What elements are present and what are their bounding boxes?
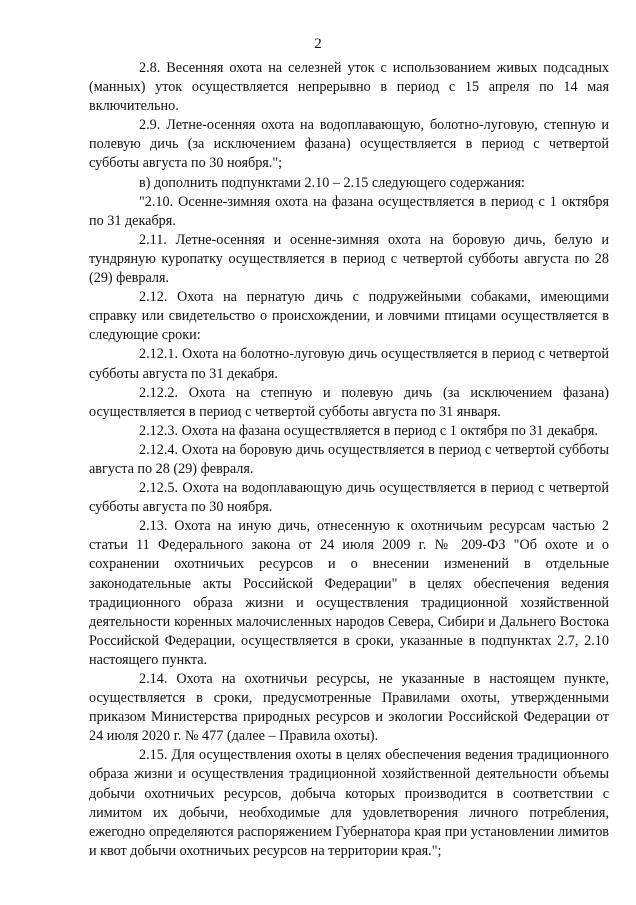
paragraph-2-12-5: 2.12.5. Охота на водоплавающую дичь осуществляется в период с четвертой субботы августа по 30 ноября. [89,480,609,516]
paragraph-2-9: 2.9. Летне-осенняя охота на водоплавающую, болотно-луговую, степную и полевую дичь (за исключением фазана) осуществляется в период с четвертой субботы августа по 30 ноября."; [89,117,609,172]
paragraph-2-10: "2.10. Осенне-зимняя охота на фазана осуществляется в период с 1 октября по 31 декабря. [89,193,609,229]
document-body [89,59,609,861]
paragraph-2-11: 2.11. Летне-осенняя и осенне-зимняя охота на боровую дичь, белую и тундряную куропатку осуществляется в период с четвертой субботы августа по 28 (29) февраля. [89,231,609,287]
paragraph-2-12-2: 2.12.2. Охота на степную и полевую дичь (за исключением фазана) осуществляется в период с четвертой субботы августа по 31 января. [89,384,609,420]
page-number: 2 [314,36,322,52]
paragraph-2-12: 2.12. Охота на пернатую дичь с подружейными собаками, имеющими справку или свидетельство о происхождении, и ловчими птицами осуществляется в следующие сроки: [89,289,609,344]
paragraph-2-12-4: 2.12.4. Охота на боровую дичь осуществляется в период с четвертой субботы августа по 28 (29) февраля. [89,441,609,477]
paragraph-2-12-3: 2.12.3. Охота на фазана осуществляется в период с 1 октября по 31 декабря. [139,422,598,439]
paragraph-2-12-1: 2.12.1. Охота на болотно-луговую дичь осуществляется в период с четвертой субботы августа по 31 декабря. [89,346,609,382]
paragraph-2-13: 2.13. Охота на иную дичь, отнесенную к охотничьим ресурсам частью 2 статьи 11 Федерального закона от 24 июля 2009 г. № 209-ФЗ "Об охоте и о сохранении охотничьих ресурсов и о внесении изменений в отдельные законодательные акты Российской Федерации" в целях обеспечения ведения традиционного образа жизни и осуществления традиционной хозяйственной деятельности коренных малочисленных народов Севера, Сибири и Дальнего Востока Российской Федерации, осуществляется в сроки, указанные в подпунктах 2.7, 2.10 настоящего пункта. [89,518,609,668]
paragraph-2-14: 2.14. Охота на охотничьи ресурсы, не указанные в настоящем пункте, осуществляется в сроки, предусмотренные Правилами охоты, утвержденными приказом Министерства природных ресурсов и экологии Российской Федерации от 24 июля 2020 г. № 477 (далее – Правила охоты). [89,671,609,745]
paragraph-2-8: 2.8. Весенняя охота на селезней уток с использованием живых подсадных (манных) уток осуществляется непрерывно в период с 15 апреля по 14 мая включительно. [89,60,609,115]
paragraph-amendment-v: в) дополнить подпунктами 2.10 – 2.15 следующего содержания: [139,174,525,191]
paragraph-2-15: 2.15. Для осуществления охоты в целях обеспечения ведения традиционного образа жизни и осуществления традиционной хозяйственной деятельности объемы добычи охотничьих ресурсов, добыча которых производится в соответствии с лимитом их добычи, необходимые для удовлетворения личного потребления, ежегодно определяются распоряжением Губернатора края при установлении лимитов и квот добычи охотничьих ресурсов на территории края."; [89,747,609,859]
